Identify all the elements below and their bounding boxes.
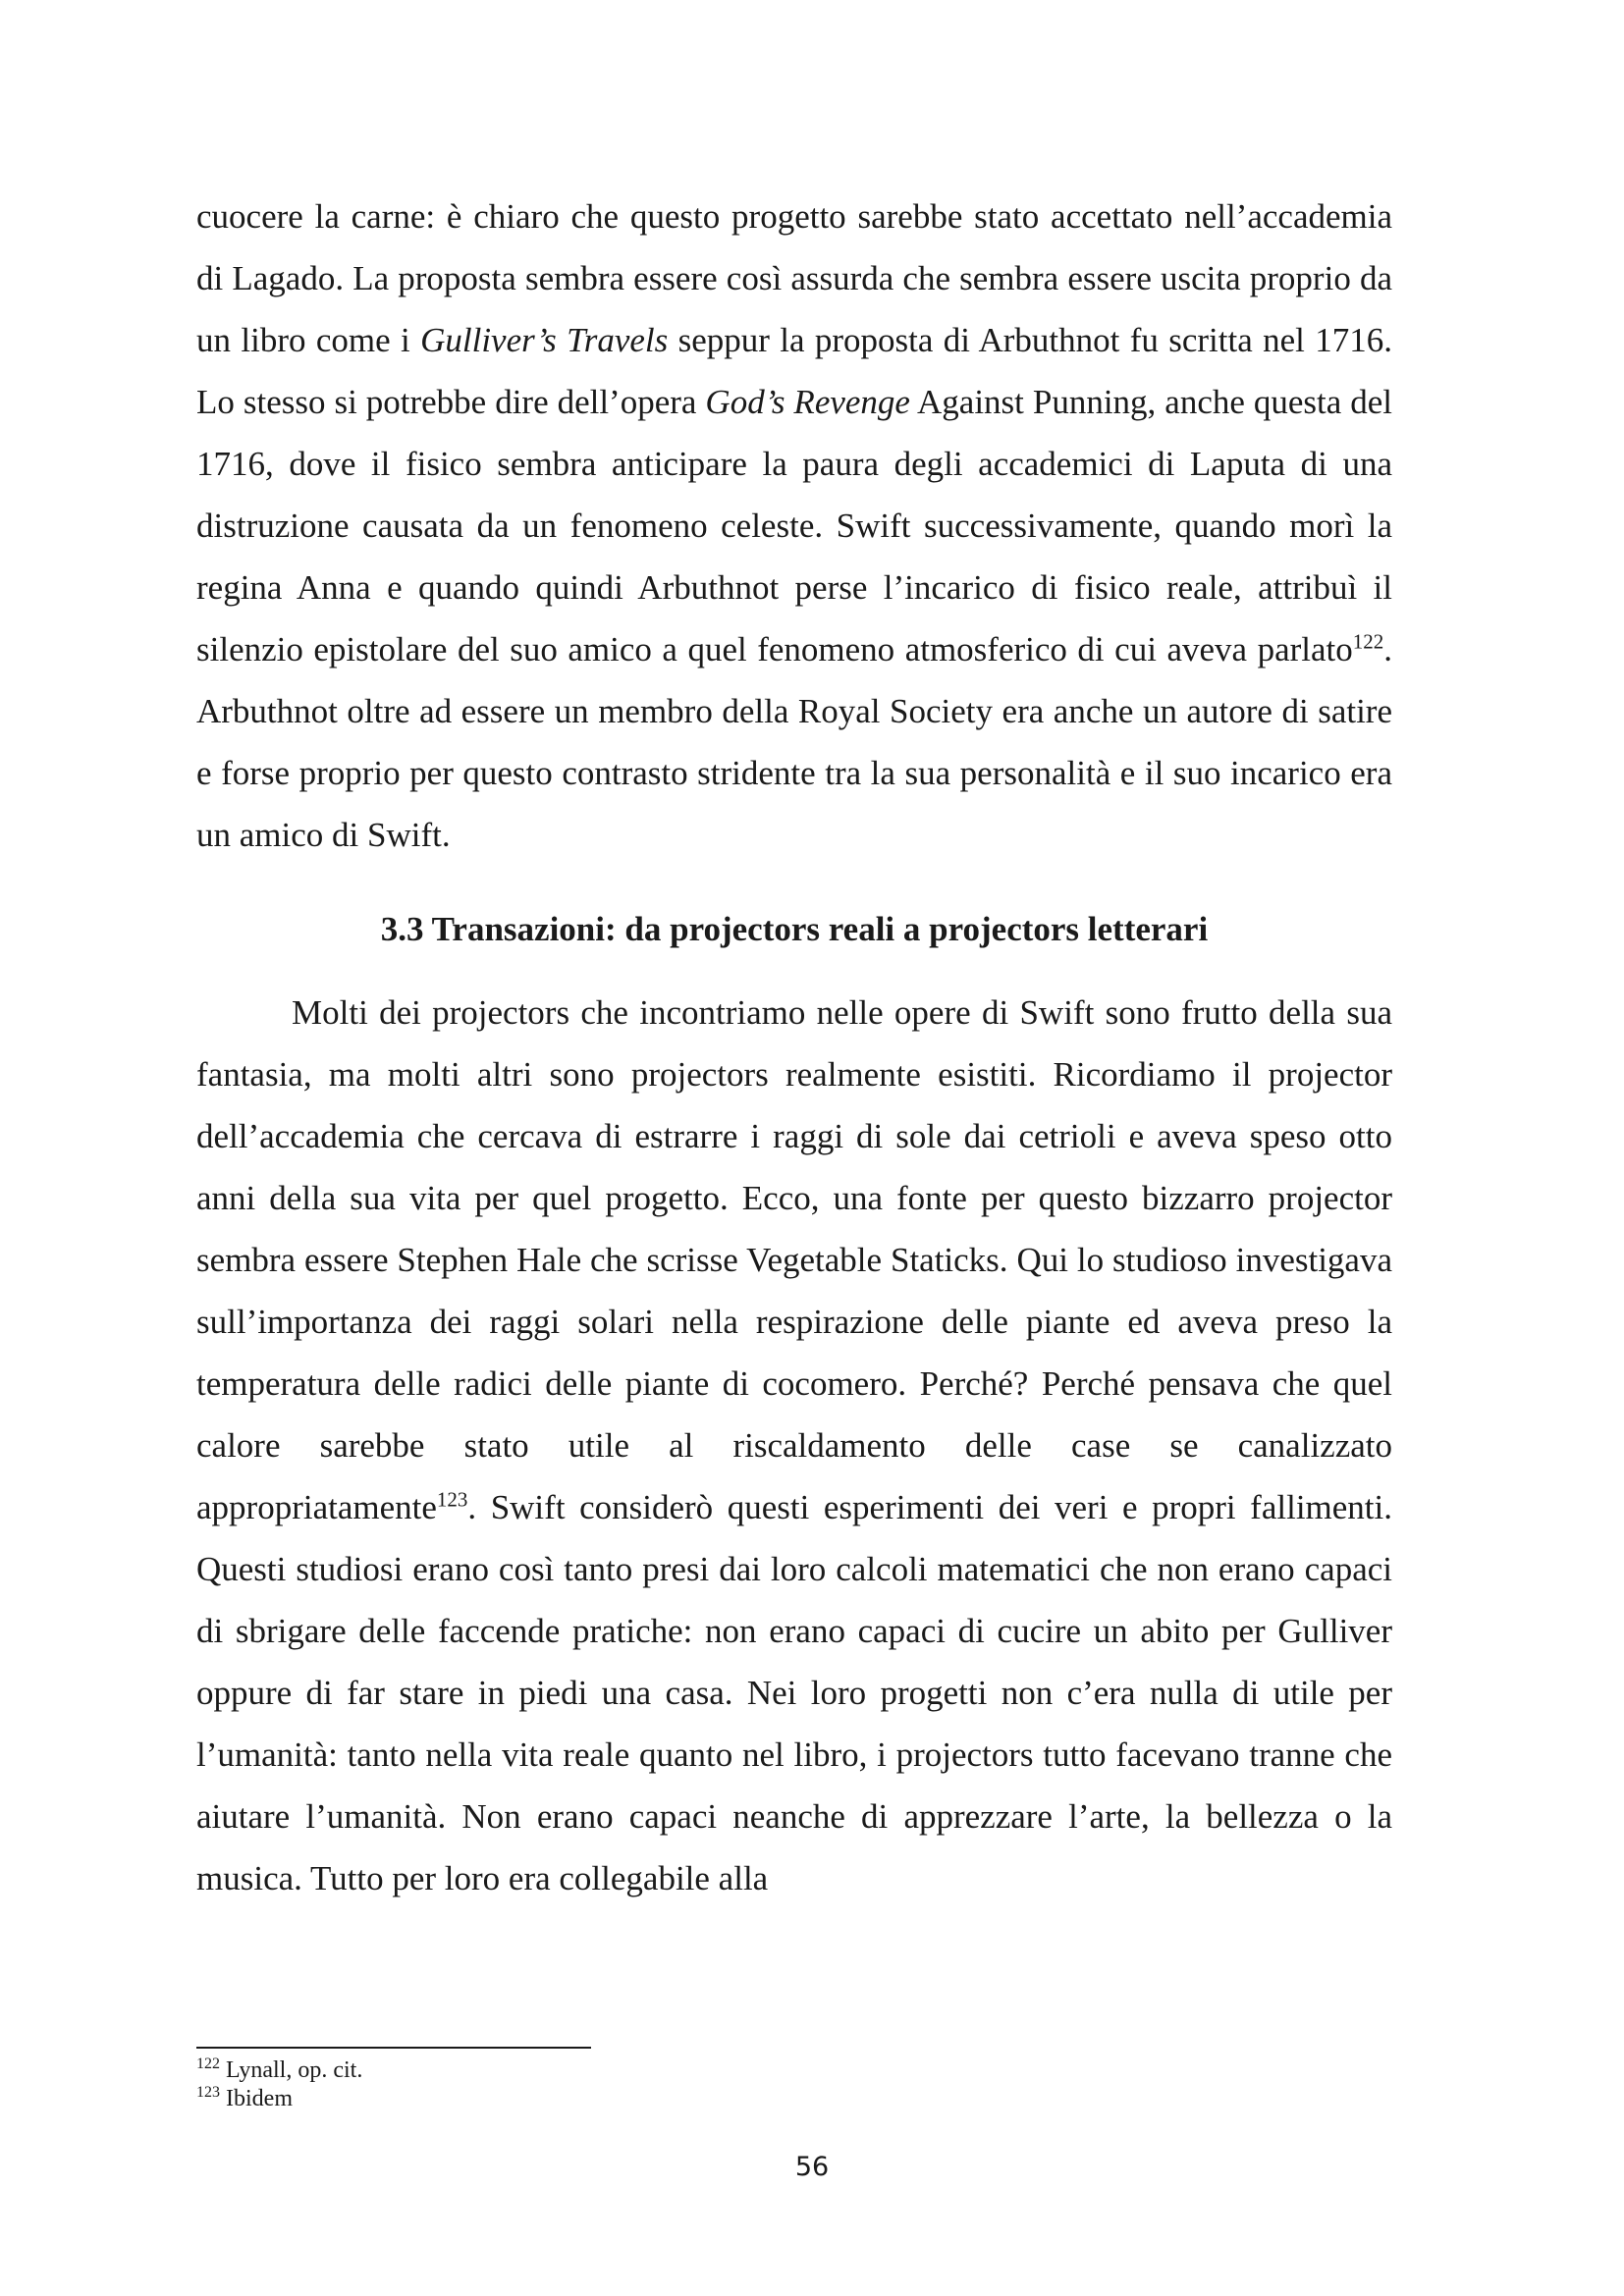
footnote-123 xyxy=(196,2085,982,2113)
italic-title: Gulliver’s Travels xyxy=(420,321,669,359)
footnote-number: 123 xyxy=(196,2084,220,2101)
footnote-text: Ibidem xyxy=(220,2086,293,2111)
footnote-separator xyxy=(196,2047,591,2049)
body-paragraph-1 xyxy=(196,186,1392,866)
section-heading: 3.3 Transazioni: da projectors reali a projectors letterari xyxy=(380,910,1209,948)
paragraph-text: . Arbuthnot oltre ad essere un membro della Royal Society era anche un autore di satire e forse proprio per questo contrasto stridente tra la sua personalità e il suo incarico era un amico di Swift. xyxy=(196,630,1392,854)
body-paragraph-2 xyxy=(196,982,1392,1909)
page-number: 56 xyxy=(794,2152,830,2182)
italic-title: God’s Revenge xyxy=(705,383,910,421)
footnote-number: 122 xyxy=(196,2056,220,2072)
footnote-text: Lynall, op. cit. xyxy=(220,2057,363,2083)
paragraph-text: . Swift considerò questi esperimenti dei veri e propri fallimenti. Questi studiosi erano così tanto presi dai loro calcoli matematici che non erano capaci di sbrigare delle faccende pratiche: non erano capaci di cucire un abito per Gulliver oppure di far stare in piedi una casa. Nei loro progetti non c’era nulla di utile per l’umanità: tanto nella vita reale quanto nel libro, i projectors tutto facevano tranne che aiutare l’umanità. Non erano capaci neanche di apprezzare l’arte, la bellezza o la musica. Tutto per loro era collegabile alla xyxy=(196,1488,1392,1897)
footnotes xyxy=(196,2056,982,2113)
footnote-reference: 123 xyxy=(436,1487,468,1512)
paragraph-text: cuocere la carne: è chiaro che questo progetto sarebbe stato accettato nell’accademia di Lagado. La proposta sembra essere così assurda che sembra essere uscita proprio da un libro come i xyxy=(196,197,1392,359)
footnote-122 xyxy=(196,2056,982,2085)
paragraph-text: Molti dei projectors che incontriamo nelle opere di Swift sono frutto della sua fantasia, ma molti altri sono projectors realmente esistiti. Ricordiamo il projector dell’accademia che cercava di estrarre i raggi di sole dai cetrioli e aveva speso otto anni della sua vita per quel progetto. Ecco, una fonte per questo bizzarro projector sembra essere Stephen Hale che scrisse Vegetable Staticks. Qui lo studioso investigava sull’importanza dei raggi solari nella respirazione delle piante ed aveva preso la temperatura delle radici delle piante di cocomero. Perché? Perché pensava che quel calore sarebbe stato utile al riscaldamento delle case se canalizzato appropriatamente xyxy=(196,993,1392,1526)
paragraph-text: Against Punning, anche questa del 1716, dove il fisico sembra anticipare la paura degli accademici di Laputa di una distruzione causata da un fenomeno celeste. Swift successivamente, quando morì la regina Anna e quando quindi Arbuthnot perse l’incarico di fisico reale, attribuì il silenzio epistolare del suo amico a quel fenomeno atmosferico di cui aveva parlato xyxy=(196,383,1393,668)
footnote-reference: 122 xyxy=(1352,629,1384,654)
paragraph-text: seppur la proposta di Arbuthnot fu scritta nel 1716. Lo stesso si potrebbe dire dell’opera xyxy=(196,321,1392,421)
